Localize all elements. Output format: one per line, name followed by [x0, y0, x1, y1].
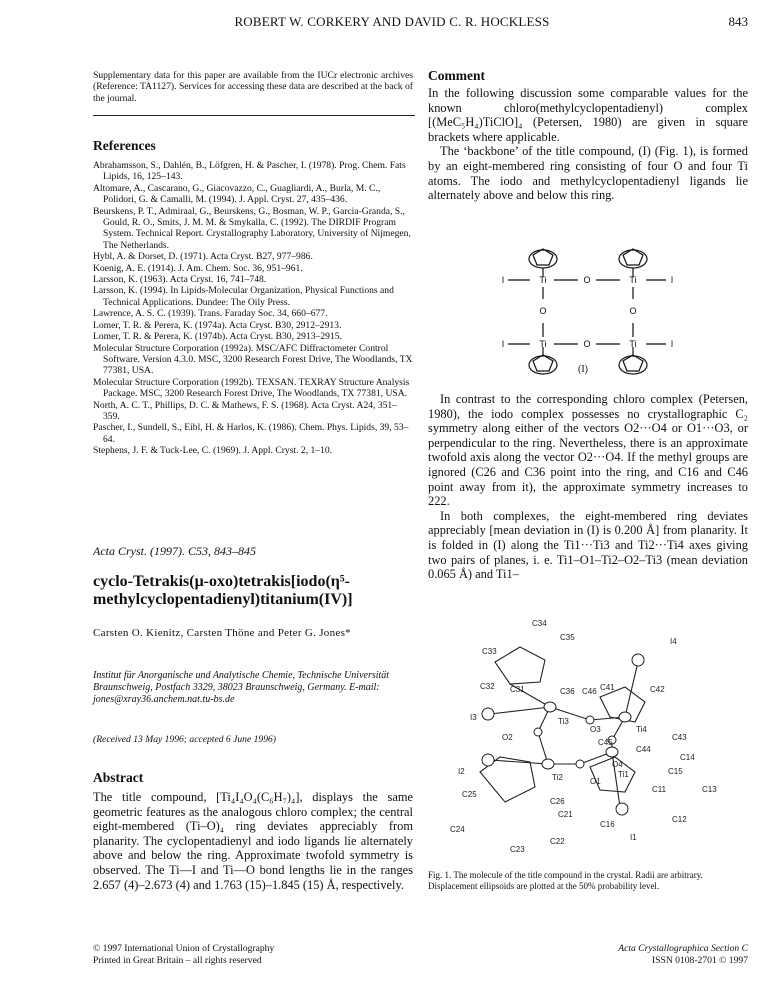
- cp-ring-top-left: [529, 249, 557, 277]
- journal-citation: Acta Cryst. (1997). C53, 843–845: [93, 544, 256, 558]
- abstract-heading: Abstract: [93, 770, 144, 785]
- scheme-iodine-3: I: [501, 339, 505, 349]
- atom-label: C42: [650, 685, 665, 694]
- supplementary-note: Supplementary data for this paper are available from the IUCr electronic archives (Reference: TA1127). Services for accessing these data are described at the back of the journal.: [93, 70, 413, 104]
- atom-label: O3: [590, 725, 601, 734]
- atom-label: I4: [670, 637, 677, 646]
- atom-label: C41: [600, 683, 615, 692]
- atom-label: Ti2: [552, 773, 563, 782]
- reference-item: Hybl, A. & Dorset, D. (1971). Acta Cryst. B27, 977–986.: [93, 251, 313, 263]
- atom-label: I2: [458, 767, 465, 776]
- atom-label: Ti3: [558, 717, 569, 726]
- comment-paragraph-3: In contrast to the corresponding chloro complex (Petersen, 1980), the iodo complex possesses no crystallographic C₂ symmetry along either of the vectors O2···O4 or O1···O3, or perpendicular to the ring. Nevertheless, there is an approximate twofold axis along the vector O2···O4. If the methyl groups are ignored (C26 and C36 point into the ring, and C16 and C46 point away from it), the approximate symmetry increases to 222.: [428, 392, 748, 509]
- atom-label: C31: [510, 685, 525, 694]
- abstract-section: [93, 770, 413, 892]
- reference-item: Molecular Structure Corporation (1992a). MSC/AFC Diffractometer Control Software. Version 4.3.0. MSC, 3200 Research Forest Drive, The Woodlands, TX 77381, USA.: [93, 342, 413, 377]
- atom-label: C16: [600, 820, 615, 829]
- reference-item: Altomare, A., Cascarano, G., Giacovazzo, C., Guagliardi, A., Burla, M. C., Polidori, G. & Camalli, M. (1994). J. Appl. Cryst. 27, 435–436.: [93, 182, 381, 206]
- comment-heading: Comment: [428, 68, 485, 83]
- reference-item: Larsson, K. (1994). In Lipids-Molecular Organization, Physical Functions and Technical Applications. Dundee: The Oily Press.: [93, 285, 394, 308]
- page-number: 843: [728, 14, 748, 29]
- figure-caption: Fig. 1. The molecule of the title compound in the crystal. Radii are arbitrary. Displacement ellipsoids are plotted at the 50% probability level.: [428, 870, 703, 891]
- comment-paragraph-1: In the following discussion some comparable values for the known chloro(methylcyclopentadienyl) complex [(MeC₅H₄)TiClO]₄ (Petersen, 1980) are given in square brackets where applicable.: [428, 86, 748, 144]
- atom-label: C34: [532, 619, 547, 628]
- atom-label: C14: [680, 753, 695, 762]
- atom-label: C26: [550, 797, 565, 806]
- atom-label: C11: [652, 785, 667, 794]
- atom-label: C46: [582, 687, 597, 696]
- atom-label: C36: [560, 687, 575, 696]
- atom-label: C25: [462, 790, 477, 799]
- atom-label: O4: [612, 760, 623, 769]
- journal-section-line: Acta Crystallographica Section C: [618, 943, 748, 954]
- atom-label: I1: [630, 833, 637, 842]
- atom-label: O2: [502, 733, 513, 742]
- comment-paragraph-4: In both complexes, the eight-membered ring deviates appreciably [mean deviation in (I) is 0.200 Å] from planarity. It is folded in (I) along the Ti1···Ti3 and Ti2···Ti4 axes giving two pairs of planes, i. e. Ti1–O1–Ti2–O2–Ti3 (mean deviation 0.065 Å) and Ti1–: [428, 508, 748, 582]
- reference-item: Lawrence, A. S. C. (1939). Trans. Faraday Soc. 34, 660–677.: [93, 308, 328, 320]
- atom-label: C24: [450, 825, 465, 834]
- atom-label: Ti1: [618, 770, 629, 779]
- reference-item: Lomer, T. R. & Perera, K. (1974b). Acta Cryst. B30, 2913–2915.: [93, 331, 342, 343]
- running-header: ROBERT W. CORKERY AND DAVID C. R. HOCKLESS: [234, 14, 550, 29]
- reference-item: North, A. C. T., Phillips, D. C. & Mathews, F. S. (1968). Acta Cryst. A24, 351–359.: [93, 399, 398, 422]
- scheme-o-3: O: [629, 306, 637, 316]
- article-title: cyclo-Tetrakis(μ-oxo)tetrakis[iodo(η⁵-methylcyclopentadienyl)titanium(IV)]: [93, 573, 353, 608]
- reference-item: Koenig, A. E. (1914). J. Am. Chem. Soc. 36, 951–961.: [93, 262, 303, 274]
- atom-label: C44: [636, 745, 651, 754]
- scheme-o-2: O: [539, 306, 547, 316]
- authors: Carsten O. Kienitz, Carsten Thöne and Peter G. Jones*: [93, 627, 351, 639]
- institution: Institut für Anorganische und Analytische Chemie, Technische Universität Braunschweig, Postfach 3329, 38023 Braunschweig, Germany. E-mail: jones@xray36.anchem.nat.tu-bs.de: [93, 670, 390, 705]
- atom-label: C23: [510, 845, 525, 854]
- atom-label: C32: [480, 682, 495, 691]
- chemical-scheme: [488, 237, 688, 387]
- reference-item: Molecular Structure Corporation (1992b). TEXSAN. TEXRAY Structure Analysis Package. MSC, 3200 Research Forest Drive, The Woodlands, TX 77381, USA.: [93, 376, 410, 400]
- atom-label: C45: [598, 738, 613, 747]
- scheme-ti-4: Ti: [629, 339, 637, 349]
- atom-label: C21: [558, 810, 573, 819]
- scheme-o-4: O: [583, 339, 591, 349]
- reference-list: [93, 160, 413, 457]
- atom-label: C43: [672, 733, 687, 742]
- issn-line: ISSN 0108-2701 © 1997: [651, 955, 748, 966]
- scheme-iodine-2: I: [670, 275, 674, 285]
- atom-label: C35: [560, 633, 575, 642]
- cp-ring-bottom-left: [529, 347, 557, 374]
- abstract-text: The title compound, [Ti₄I₄O₄(C₆H₇)₄], displays the same geometric features as the analogous chloro complex; the central eight-membered (Ti–O)₄ ring deviates appreciably from planarity. The cyclopentadienyl and iodo ligands lie alternately above and below the ring. Approximate twofold symmetry is observed. The Ti—I and Ti—O bond lengths lie in the ranges 2.657 (4)–2.673 (4) and 1.763 (15)–1.845 (15) Å, respectively.: [93, 790, 413, 892]
- atom-label: O1: [590, 777, 601, 786]
- scheme-ti-3: Ti: [539, 339, 547, 349]
- atom-label: C13: [702, 785, 717, 794]
- copyright-line: © 1997 International Union of Crystallography: [93, 943, 275, 954]
- reference-item: Stephens, J. F. & Tuck-Lee, C. (1969). J. Appl. Cryst. 2, 1–10.: [93, 445, 333, 457]
- cp-ring-bottom-right: [619, 347, 647, 374]
- scheme-ti-1: Ti: [539, 275, 547, 285]
- reference-item: Beurskens, P. T., Admiraal, G., Beurskens, G., Bosman, W. P., Garcia-Granda, S., Gould, R. O., Smits, J. M. M. & Smykalla, C. (1992). The DIRDIF Program System. Technical Report. Crystallography Laboratory, University of Nijmegen, The Netherlands.: [93, 205, 411, 251]
- received-dates: (Received 13 May 1996; accepted 6 June 1996): [93, 734, 276, 745]
- scheme-ti-2: Ti: [629, 275, 637, 285]
- comment-section: [428, 68, 748, 203]
- references-heading: References: [93, 138, 156, 153]
- reference-item: Pascher, I., Sundell, S., Eibl, H. & Harlos, K. (1986). Chem. Phys. Lipids, 39, 53–64.: [93, 422, 409, 445]
- reference-item: Abrahamsson, S., Dahlén, B., Löfgren, H. & Pascher, I. (1978). Prog. Chem. Fats Lipids, 16, 125–143.: [93, 160, 406, 183]
- reference-item: Lomer, T. R. & Perera, K. (1974a). Acta Cryst. B30, 2912–2913.: [93, 319, 342, 331]
- scheme-iodine-1: I: [501, 275, 505, 285]
- divider: [93, 115, 415, 116]
- scheme-iodine-4: I: [670, 339, 674, 349]
- reference-item: Larsson, K. (1963). Acta Cryst. 16, 741–748.: [93, 274, 267, 286]
- atom-label: C15: [668, 767, 683, 776]
- atom-label: Ti4: [636, 725, 647, 734]
- scheme-o-1: O: [583, 275, 591, 285]
- atom-label: I3: [470, 713, 477, 722]
- atom-label: C12: [672, 815, 687, 824]
- atom-label: C22: [550, 837, 565, 846]
- comment-paragraph-2: The ‘backbone’ of the title compound, (I) (Fig. 1), is formed by an eight-membered ring consisting of four O and four Ti atoms. The iodo and methylcyclopentadienyl ligands lie alternately above and below this ring.: [428, 144, 748, 203]
- comment-continued: [428, 392, 748, 582]
- atom-label: C33: [482, 647, 497, 656]
- cp-ring-top-right: [619, 249, 647, 277]
- molecule-figure: [440, 612, 740, 862]
- scheme-label: (I): [578, 364, 588, 375]
- references-section: [93, 138, 413, 457]
- printed-line: Printed in Great Britain – all rights reserved: [93, 955, 262, 966]
